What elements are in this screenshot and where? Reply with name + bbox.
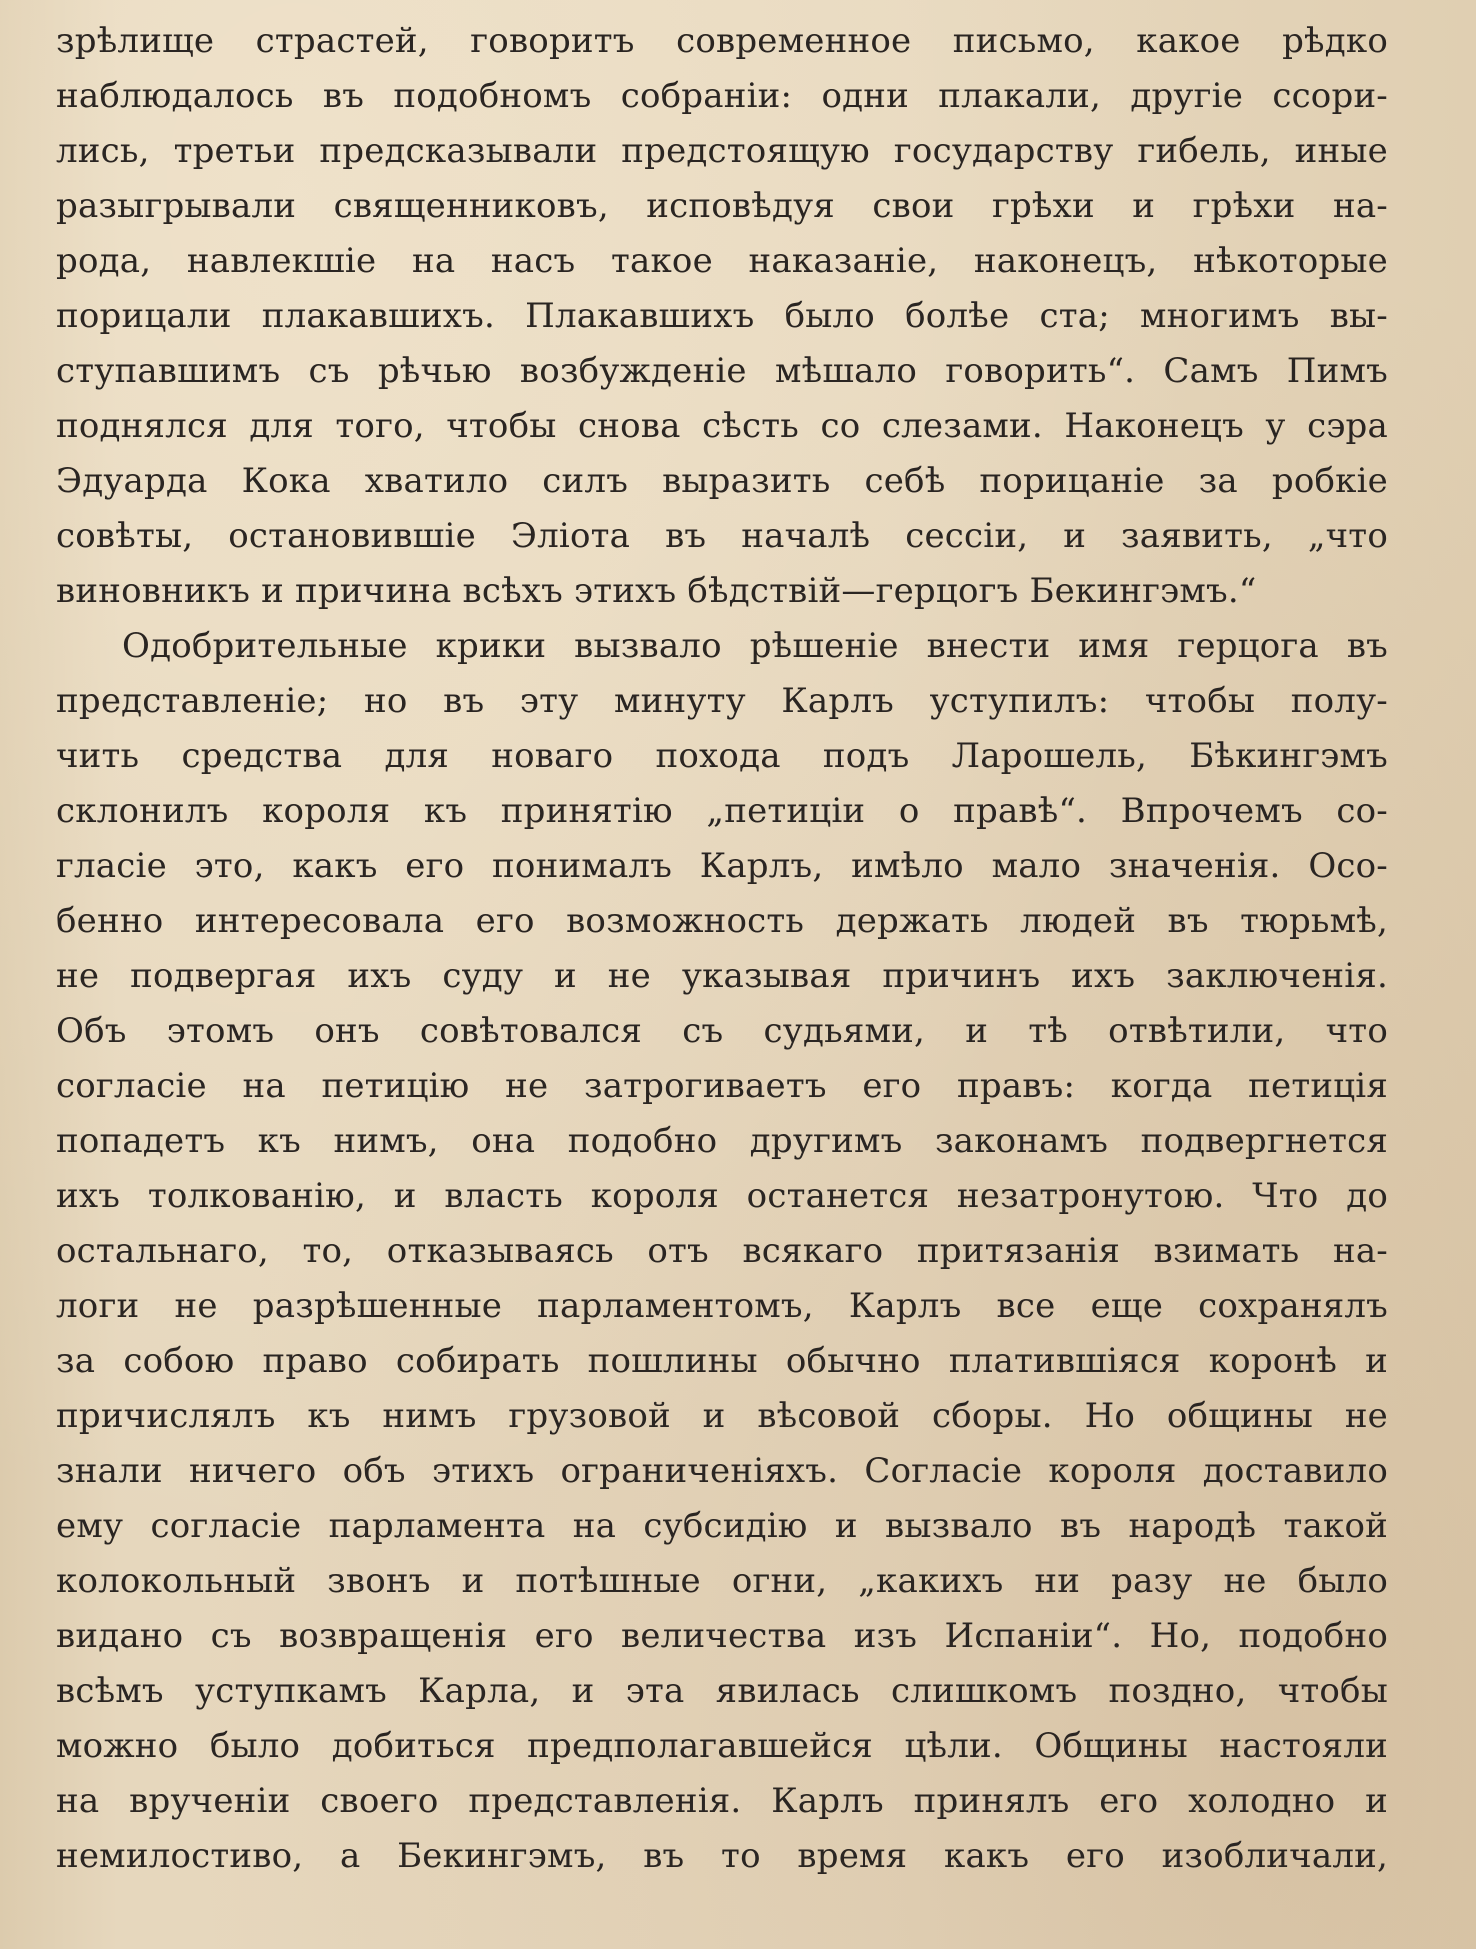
text-line-21: попадетъ къ нимъ, она подобно другимъ законамъ подвергнется xyxy=(56,1121,1388,1161)
text-line-22: ихъ толкованію, и власть короля останется незатронутою. Что до xyxy=(56,1176,1388,1216)
text-line-25: за собою право собирать пошлины обычно платившіяся коронѣ и xyxy=(56,1341,1388,1381)
text-line-34: немилостиво, а Бекингэмъ, въ то время какъ его изобличали, xyxy=(56,1836,1388,1876)
text-line-4: разыгрывали священниковъ, исповѣдуя свои грѣхи и грѣхи на- xyxy=(56,186,1388,226)
text-line-29: колокольный звонъ и потѣшные огни, „какихъ ни разу не было xyxy=(56,1561,1388,1601)
text-line-11: виновникъ и причина всѣхъ этихъ бѣдствій—герцогъ Бекингэмъ.“ xyxy=(56,571,1257,611)
text-line-3: лись, третьи предсказывали предстоящую государству гибель, иные xyxy=(56,131,1388,171)
text-line-10: совѣты, остановившіе Эліота въ началѣ сессіи, и заявить, „что xyxy=(56,516,1388,556)
text-line-26: причислялъ къ нимъ грузовой и вѣсовой сборы. Но общины не xyxy=(56,1396,1388,1436)
text-line-24: логи не разрѣшенные парламентомъ, Карлъ все еще сохранялъ xyxy=(56,1286,1388,1326)
text-line-19: Объ этомъ онъ совѣтовался съ судьями, и тѣ отвѣтили, что xyxy=(56,1011,1388,1051)
text-line-8: поднялся для того, чтобы снова сѣсть со слезами. Наконецъ у сэра xyxy=(56,406,1388,446)
text-line-13: представленіе; но въ эту минуту Карлъ уступилъ: чтобы полу- xyxy=(56,681,1388,721)
text-line-15: склонилъ короля къ принятію „петиціи о правѣ“. Впрочемъ со- xyxy=(56,791,1388,831)
text-line-23: остальнаго, то, отказываясь отъ всякаго притязанія взимать на- xyxy=(56,1231,1388,1271)
text-line-28: ему согласіе парламента на субсидію и вызвало въ народѣ такой xyxy=(56,1506,1388,1546)
text-line-31: всѣмъ уступкамъ Карла, и эта явилась слишкомъ поздно, чтобы xyxy=(56,1671,1388,1711)
text-line-2: наблюдалось въ подобномъ собраніи: одни плакали, другіе ссори- xyxy=(56,76,1388,116)
text-line-6: порицали плакавшихъ. Плакавшихъ было болѣе ста; многимъ вы- xyxy=(56,296,1388,336)
text-line-18: не подвергая ихъ суду и не указывая причинъ ихъ заключенія. xyxy=(56,956,1388,996)
text-line-32: можно было добиться предполагавшейся цѣли. Общины настояли xyxy=(56,1726,1388,1766)
text-line-1: зрѣлище страстей, говоритъ современное письмо, какое рѣдко xyxy=(56,21,1388,61)
text-line-27: знали ничего объ этихъ ограниченіяхъ. Согласіе короля доставило xyxy=(56,1451,1388,1491)
text-line-12: Одобрительные крики вызвало рѣшеніе внести имя герцога въ xyxy=(122,626,1388,666)
text-line-33: на врученіи своего представленія. Карлъ принялъ его холодно и xyxy=(56,1781,1388,1821)
text-line-5: рода, навлекшіе на насъ такое наказаніе, наконецъ, нѣкоторые xyxy=(56,241,1388,281)
text-line-14: чить средства для новаго похода подъ Ларошель, Бѣкингэмъ xyxy=(56,736,1388,776)
text-line-16: гласіе это, какъ его понималъ Карлъ, имѣло мало значенія. Осо- xyxy=(56,846,1388,886)
page-text xyxy=(56,14,1388,1884)
text-line-20: согласіе на петицію не затрогиваетъ его правъ: когда петиція xyxy=(56,1066,1388,1106)
text-line-9: Эдуарда Кока хватило силъ выразить себѣ порицаніе за робкіе xyxy=(56,461,1388,501)
text-line-17: бенно интересовала его возможность держать людей въ тюрьмѣ, xyxy=(56,901,1388,941)
text-line-30: видано съ возвращенія его величества изъ Испаніи“. Но, подобно xyxy=(56,1616,1388,1656)
text-line-7: ступавшимъ съ рѣчью возбужденіе мѣшало говорить“. Самъ Пимъ xyxy=(56,351,1388,391)
